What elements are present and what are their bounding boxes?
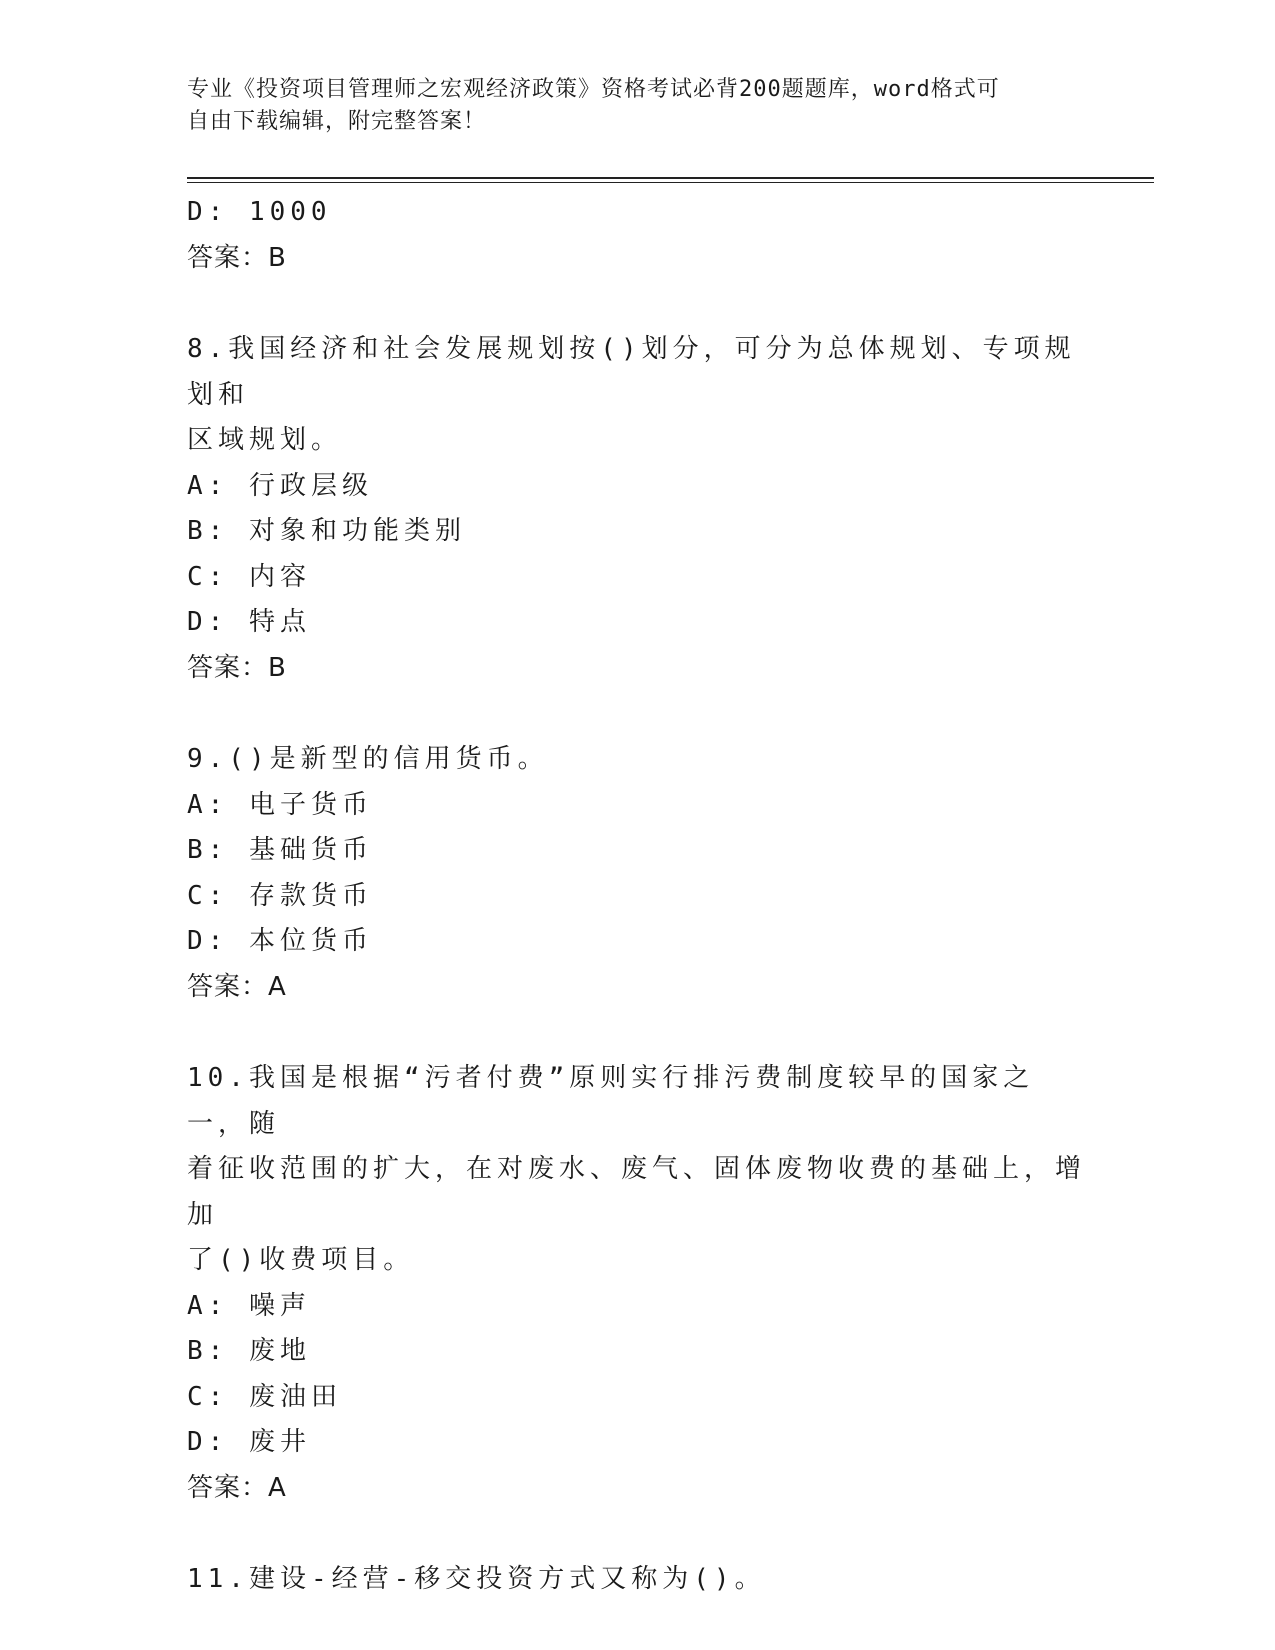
- header-divider-thick: [187, 177, 1154, 179]
- option-a: A: 噪声: [187, 1290, 311, 1321]
- header-divider-thin: [187, 182, 1154, 183]
- option-d: D: 特点: [187, 607, 311, 637]
- question-stem: [187, 327, 1087, 464]
- answer: 答案：A: [187, 1472, 287, 1503]
- option-d: D: 1000: [187, 197, 332, 227]
- option-c: C: 存款货币: [187, 880, 373, 911]
- option-d: D: 本位货币: [187, 926, 373, 956]
- question-list: [187, 190, 1087, 1603]
- question-stem-line: 着征收范围的扩大，在对废水、废气、固体废物收费的基础上，增加: [187, 1154, 1087, 1230]
- previous-question-tail: [187, 190, 1087, 281]
- question-stem: [187, 1557, 1087, 1603]
- answer: 答案：B: [187, 242, 287, 273]
- option-b: B: 废地: [187, 1336, 311, 1366]
- question-stem-line: 10.我国是根据“污者付费”原则实行排污费制度较早的国家之一，随: [187, 1063, 1035, 1139]
- question-10: [187, 1056, 1087, 1511]
- question-stem-line: 区域规划。: [187, 425, 343, 455]
- answer: 答案：B: [187, 652, 287, 683]
- option-c: C: 内容: [187, 561, 311, 592]
- question-11: [187, 1557, 1087, 1603]
- page-header: [187, 74, 1087, 138]
- question-stem-line: 了()收费项目。: [187, 1245, 415, 1275]
- option-d: D: 废井: [187, 1427, 311, 1457]
- question-8: [187, 327, 1087, 691]
- question-9: [187, 737, 1087, 1010]
- question-stem: [187, 1056, 1087, 1284]
- option-a: A: 行政层级: [187, 470, 373, 501]
- option-c: C: 废油田: [187, 1381, 342, 1412]
- header-line-2: 自由下载编辑，附完整答案！: [187, 109, 487, 134]
- question-stem-line: 8.我国经济和社会发展规划按()划分，可分为总体规划、专项规划和: [187, 334, 1076, 410]
- question-stem: [187, 737, 1087, 783]
- question-stem-line: 11.建设-经营-移交投资方式又称为()。: [187, 1564, 766, 1594]
- option-b: B: 对象和功能类别: [187, 516, 466, 546]
- option-b: B: 基础货币: [187, 835, 373, 865]
- answer: 答案：A: [187, 971, 287, 1002]
- header-line-1: 专业《投资项目管理师之宏观经济政策》资格考试必背200题题库，word格式可: [187, 77, 1000, 102]
- option-a: A: 电子货币: [187, 789, 373, 820]
- question-stem-line: 9.()是新型的信用货币。: [187, 744, 549, 774]
